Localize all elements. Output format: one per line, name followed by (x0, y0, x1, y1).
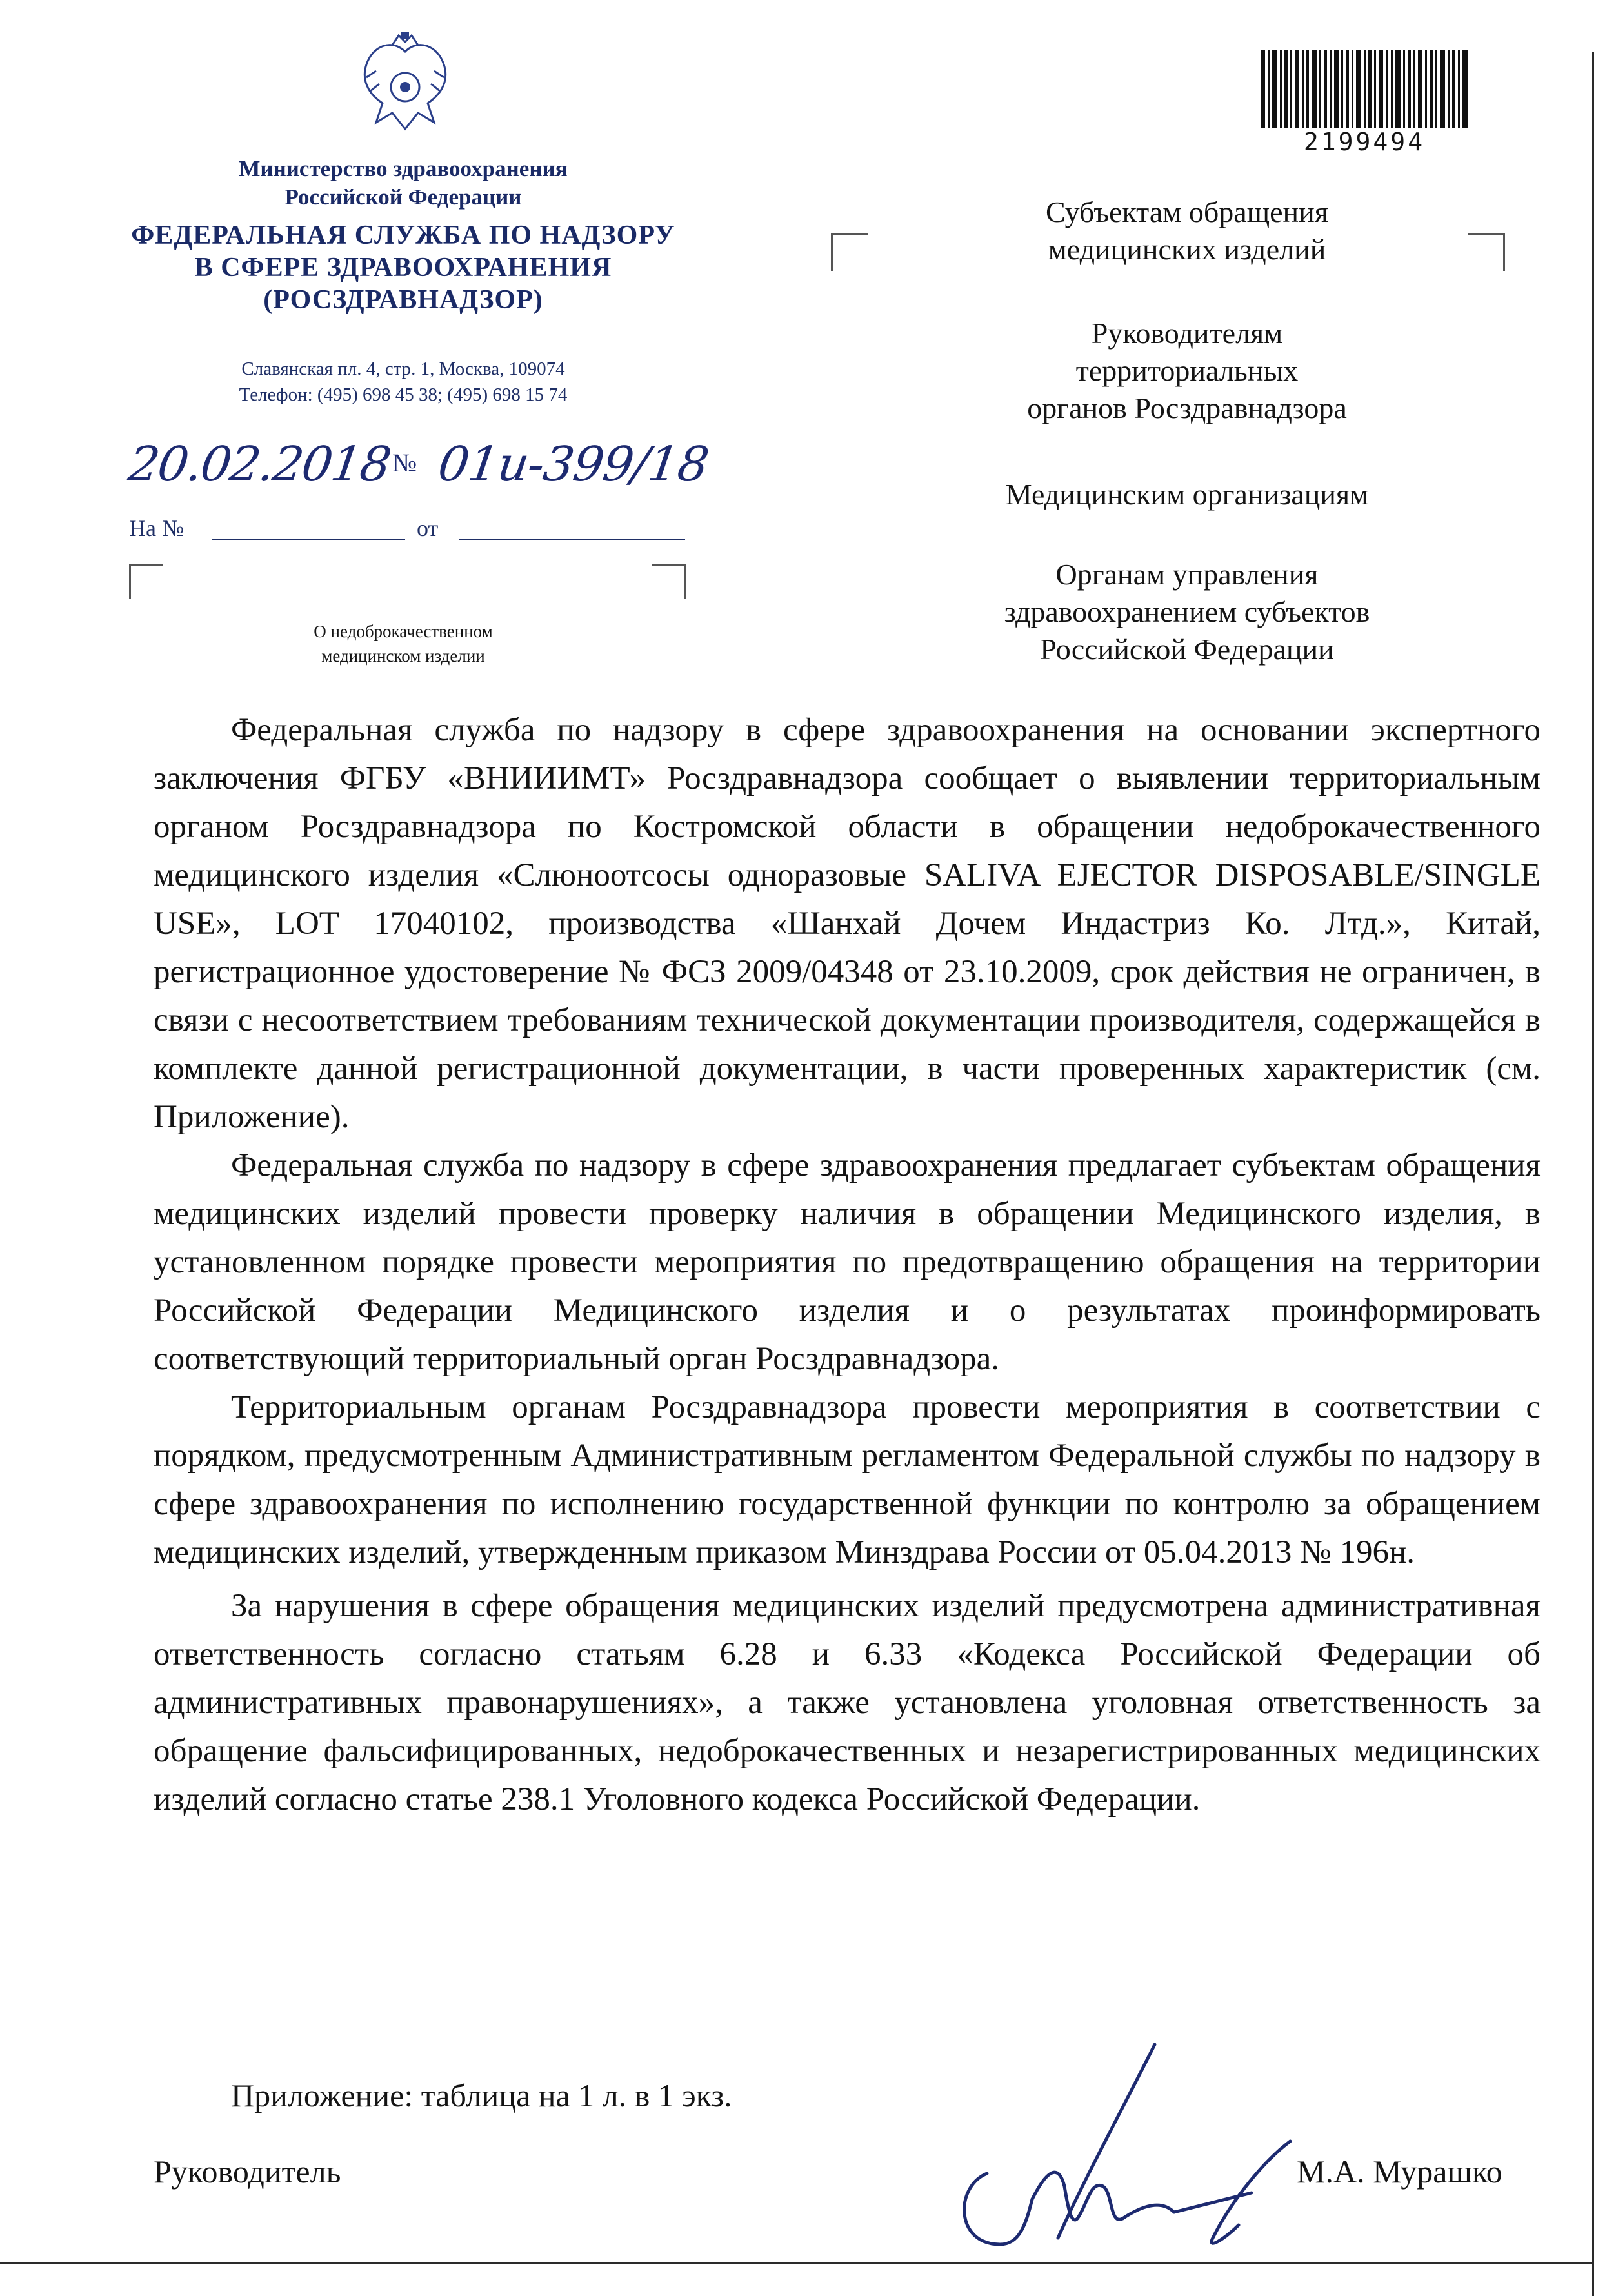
service-line3: (РОСЗДРАВНАДЗОР) (263, 285, 543, 315)
addressee-line: здравоохранением субъектов (1004, 595, 1370, 628)
addressee-group-2 (948, 315, 1426, 427)
body-paragraph-2: Федеральная служба по надзору в сфере здравоохранения предлагает субъектам обращения медицинских изделий провести проверку наличия в обращении Медицинского изделия, в установленном порядке провести мероприятия по предотвращению обращения на территории Российской Федерации Медицинского изделия и о результатах проинформировать соответствующий территориальный орган Росздравнадзора. (154, 1147, 1541, 1377)
subject-line2: медицинском изделии (321, 646, 485, 666)
addressee-line: медицинских изделий (1048, 233, 1326, 266)
ministry-name (84, 155, 723, 212)
number-sign: № (392, 448, 417, 477)
registration-date: 20.02.2018 (125, 437, 394, 492)
ministry-line2: Российской Федерации (284, 184, 522, 210)
addressee-line: Органам управления (1055, 558, 1319, 591)
coat-of-arms-icon (354, 32, 457, 142)
body-paragraph-1: Федеральная служба по надзору в сфере здравоохранения на основании экспертного заключения ФГБУ «ВНИИИМТ» Росздравнадзора сообщает о выявлении территориальным органом Росздравнадзора по Костромской области в обращении недоброкачественного медицинского изделия «Слюноотсосы одноразовые SALIVA EJECTOR DISPOSABLE/SINGLE USE», LOT 17040102, производства «Шанхай Дочем Индастриз Ко. Лтд.», Китай, регистрационное удостоверение № ФСЗ 2009/04348 от 23.10.2009, срок действия не ограничен, в связи с несоответствием требованиям технической документации производителя, содержащейся в комплекте данной регистрационной документации, в части проверенных характеристик (см. Приложение). (154, 712, 1541, 1135)
barcode-number: 2199494 (1303, 128, 1426, 156)
addressee-line: Российской Федерации (1040, 633, 1334, 666)
signer-position: Руководитель (154, 2153, 341, 2190)
address: Славянская пл. 4, стр. 1, Москва, 109074 (241, 359, 565, 379)
corner-mark-top-left (129, 564, 163, 599)
body-paragraph-4: За нарушения в сфере обращения медицинских изделий предусмотрена административная ответственность согласно статьям 6.28 и 6.33 «Кодекса Российской Федерации об административных правонарушениях», а также установлена уголовная ответственность за обращение фальсифицированных, недоброкачественных и незарегистрированных медицинских изделий согласно статье 238.1 Уголовного кодекса Российской Федерации. (154, 1588, 1541, 1817)
subject-line1: О недоброкачественном (314, 622, 493, 641)
signature-icon (929, 2032, 1329, 2257)
corner-mark-top-right (652, 564, 686, 599)
registration-number: 01и-399/18 (434, 437, 712, 492)
reply-number-label: На № (129, 515, 185, 541)
reply-number-line (212, 539, 405, 540)
service-line1: ФЕДЕРАЛЬНАЯ СЛУЖБА ПО НАДЗОРУ (131, 221, 675, 250)
addressee-line: органов Росздравнадзора (1027, 391, 1347, 424)
corner-mark-addressee-right (1468, 233, 1505, 271)
barcode (1261, 50, 1468, 128)
addressee-group-3 (948, 476, 1426, 513)
addressee-line: Руководителям (1091, 317, 1283, 350)
service-line2: В СФЕРЕ ЗДРАВООХРАНЕНИЯ (194, 253, 612, 282)
reply-from-label: от (417, 515, 439, 541)
scan-border-bottom (0, 2262, 1593, 2264)
addressee-line: Субъектам обращения (1046, 195, 1328, 228)
subject (245, 619, 561, 668)
service-name (84, 219, 723, 316)
body-paragraph-3: Территориальным органам Росздравнадзора провести мероприятия в соответствии с порядком, предусмотренным Административным регламентом Федеральной службы по надзору в сфере здравоохранения по исполнению государственной функции по контролю за обращением медицинских изделий, утвержденным приказом Минздрава России от 05.04.2013 № 196н. (154, 1389, 1541, 1570)
addressee-group-4 (948, 556, 1426, 668)
reply-date-line (459, 539, 685, 540)
addressee-group-1 (948, 193, 1426, 268)
signer-name: М.А. Мурашко (1297, 2153, 1502, 2190)
addressee-line: территориальных (1075, 354, 1299, 387)
letter-body (154, 706, 1541, 1824)
scan-border-right (1592, 52, 1594, 2296)
phone: Телефон: (495) 698 45 38; (495) 698 15 74 (239, 384, 568, 405)
corner-mark-addressee-left (831, 233, 868, 271)
ministry-line1: Министерство здравоохранения (239, 156, 568, 181)
appendix-note: Приложение: таблица на 1 л. в 1 экз. (231, 2077, 732, 2113)
addressee-line: Медицинским организациям (1005, 478, 1369, 511)
contact-block (129, 356, 677, 408)
